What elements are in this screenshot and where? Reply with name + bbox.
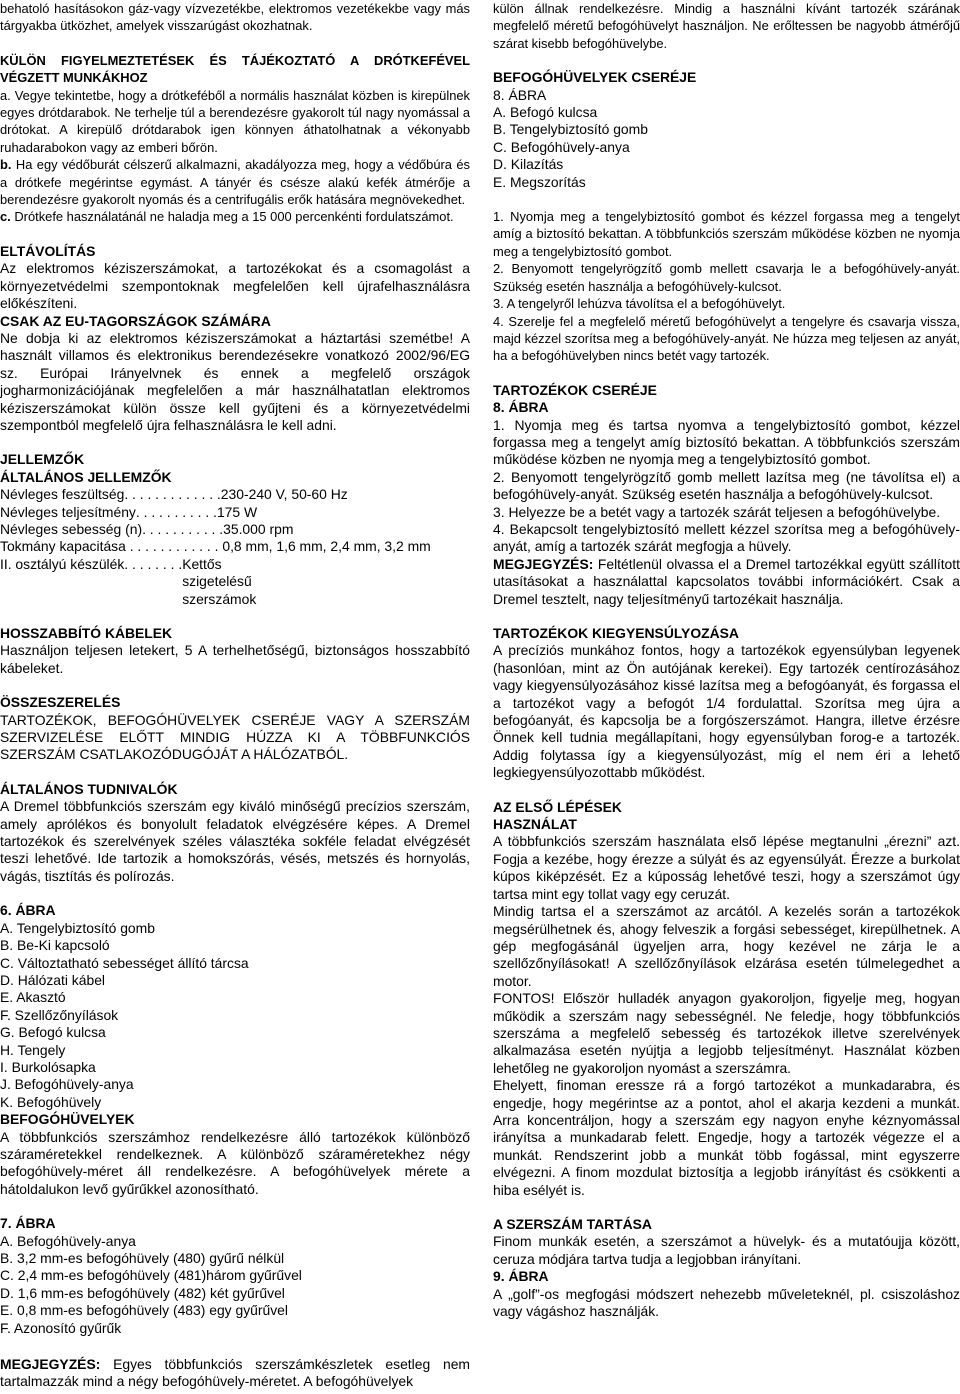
- figure-6-list: [0, 902, 470, 1111]
- collet-steps: [493, 208, 960, 365]
- figure-9-label: 9. ÁBRA: [493, 1268, 549, 1285]
- spec-row: [0, 521, 470, 538]
- general-info-title: ÁLTALÁNOS TUDNIVALÓK: [0, 780, 178, 797]
- list-item: C. Befogóhüvely-anya: [493, 138, 630, 155]
- list-item: B. Be-Ki kapcsoló: [0, 937, 110, 954]
- list-item: J. Befogóhüvely-anya: [0, 1076, 134, 1093]
- balancing-section: [493, 625, 960, 782]
- collets-section: [0, 1111, 470, 1198]
- brush-item-b-marker: b.: [0, 157, 12, 173]
- accessory-change-section: [493, 382, 960, 608]
- list-item: C. Változtatható sebességet állító tárcsa: [0, 954, 249, 971]
- list-item: E. Akasztó: [0, 989, 66, 1006]
- golf-grip-text: A „golf”-os megfogási módszert nehezebb műveleteknél, pl. csiszoláshoz vagy vágáshoz használják.: [493, 1285, 960, 1320]
- continued-paragraph: külön állnak rendelkezésre. Mindig a használni kívánt tartozék szárának megfelelő méretű befogóhüvelyt használjon. Ne erőltessen be nagyobb átmérőjű szárat kisebb befogóhüvelybe.: [493, 1, 960, 51]
- right-column: [493, 0, 960, 1320]
- list-item: E. Megszorítás: [493, 173, 586, 190]
- collet-note: [0, 1356, 470, 1391]
- step-item: 4. Bekapcsolt tengelybiztosító mellett kézzel szorítsa meg a befogóhüvely-anyát, amíg a tartozék szárát megfogja a hüvely.: [493, 520, 960, 555]
- brush-title: KÜLÖN FIGYELMEZTETÉSEK ÉS TÁJÉKOZTATÓ A DRÓTKEFÉVEL VÉGZETT MUNKÁKHOZ: [0, 52, 470, 86]
- approach-text: Ehelyett, finoman eressze rá a forgó tartozékot a munkadarabra, és engedje, hogy megérintse az a pontot, ahol el akarja kezdeni a munkát. Arra koncentráljon, hogy a szerszám egy nagyon enyhe kéznyomással irányítsa a munkadarab felett. Engedje, hogy a tartozék végezze el a munkát. Rendszerint jobb a munkát több fogással, mint egyszerre elvégezni. A finom mozdulat biztosítja a legjobb irányítást és csökkenti a hiba esélyét is.: [493, 1077, 960, 1198]
- spec-dots: . . . . . . . . . . . .: [125, 538, 219, 555]
- list-item: A. Tengelybiztosító gomb: [0, 919, 155, 936]
- extension-title: HOSSZABBÍTÓ KÁBELEK: [0, 625, 173, 641]
- eu-title: CSAK AZ EU-TAGORSZÁGOK SZÁMÁRA: [0, 312, 271, 329]
- list-item: B. Tengelybiztosító gomb: [493, 121, 648, 138]
- figure-8-label: 8. ÁBRA: [493, 399, 549, 416]
- spec-value: 0,8 mm, 1,6 mm, 2,4 mm, 3,2 mm: [218, 538, 431, 555]
- spec-label: II. osztályú készülék: [0, 555, 125, 572]
- first-steps-section: [493, 799, 960, 1199]
- holding-section: [493, 1216, 960, 1320]
- spec-value: 35.000 rpm: [223, 520, 294, 537]
- spec-value: 175 W: [216, 503, 258, 520]
- figure-6-title: 6. ÁBRA: [0, 902, 56, 919]
- brush-item-c: Drótkefe használatánál ne haladja meg a 15 000 percenkénti fordulatszámot.: [10, 209, 454, 225]
- collet-note-label: MEGJEGYZÉS:: [0, 1356, 101, 1372]
- brush-item-c-marker: c.: [0, 209, 11, 225]
- intro-paragraph: behatoló hasításokon gáz-vagy vízvezetékbe, elektromos vezetékekbe vagy más tárgyakba ütközhet, amelyek visszarúgást okozhatnak.: [0, 1, 470, 34]
- holding-text: Finom munkák esetén, a szerszámot a hüvelyk- és a mutatóujja között, ceruza módjára tartva tudja a legjobban irányítani.: [493, 1233, 960, 1267]
- spec-row: [0, 556, 470, 608]
- general-info-section: [0, 781, 470, 885]
- eu-text: Ne dobja ki az elektromos kéziszerszámokat a háztartási szemétbe! A használt villamos és elektronikus berendezésekre vonatkozó 2002/96/EG sz. Európai Irányelvnek és ennek a megfelelő országok jogharmonizációjának megfelelően a már használhatatlan elektromos kéziszerszámokat külön össze kell gyűjteni és a környezetvédelmi szempontból megfelelő újra felhasználásra le kell adni.: [0, 329, 470, 433]
- collets-title: BEFOGÓHÜVELYEK: [0, 1111, 135, 1128]
- accessory-note-text: Feltétlenül olvassa el a Dremel tartozékkal együtt szállított utasításokat a használattal kapcsolatos további információkért. Csak a Dremel tesztelt, nagy teljesítményű tartozékait használja.: [493, 555, 960, 607]
- features-title: JELLEMZŐK: [0, 451, 85, 468]
- step-item: 1. Nyomja meg és tartsa nyomva a tengelybiztosító gombot, kézzel forgassa meg a tengelyt amíg biztosító bekattan. A többfunkciós szerszám működése közben ne nyomja meg a tengelybiztosító gombot.: [493, 416, 960, 468]
- disposal-title: ELTÁVOLÍTÁS: [0, 242, 96, 259]
- spec-label: Tokmány kapacitása: [0, 538, 126, 555]
- holding-title: A SZERSZÁM TARTÁSA: [493, 1216, 652, 1232]
- left-column: [0, 0, 470, 1337]
- usage-text: A többfunkciós szerszám használata első lépése megtanulni „érezni” azt. Fogja a kezébe, hogy érezze a súlyát és az egyensúlyát. Érezze a burkolat kúpos kiképzését. Ez a kúposság lehetővé teszi, hogy a szerszámot úgy tartsa mint egy tollat vagy egy ceruzát.: [493, 833, 960, 902]
- list-item: D. Kilazítás: [493, 156, 564, 173]
- collets-text: A többfunkciós szerszámhoz rendelkezésre álló tartozékok különböző száraméretekkel rendelkeznek. A különböző száraméretekhez négy befogóhüvely-méret áll rendelkezésre. A befogóhüvelyek mérete a hátoldalukon levő gyűrűkkel azonosítható.: [0, 1128, 470, 1197]
- list-item: C. 2,4 mm-es befogóhüvely (481)három gyűrűvel: [0, 1267, 302, 1284]
- brush-item-a: a. Vegye tekintetbe, hogy a drótkeféből a normális használat közben is kirepülnek egyes drótdarabok. Ne terhelje túl a berendezésre gyakorolt túl nagy nyomással a drótokat. A kirepülő drótdarabok igen könnyen áthatolhatnak a vékonyabb ruhadarabokon vagy az emberi bőrön.: [0, 87, 470, 155]
- assembly-section: [0, 694, 470, 764]
- spec-value: 230-240 V, 50-60 Hz: [220, 486, 348, 503]
- figure-7-list: [0, 1215, 470, 1337]
- step-item: 3. Helyezze be a betét vagy a tartozék szárát teljesen a befogóhüvelybe.: [493, 503, 941, 520]
- list-item: D. 1,6 mm-es befogóhüvely (482) két gyűrűvel: [0, 1284, 285, 1301]
- spec-row: [0, 504, 470, 521]
- figure-7-title: 7. ÁBRA: [0, 1215, 56, 1232]
- spec-row: [0, 486, 470, 503]
- list-item: F. Szellőzőnyílások: [0, 1006, 119, 1023]
- list-item: H. Tengely: [0, 1041, 66, 1058]
- list-item: I. Burkolósapka: [0, 1058, 96, 1075]
- collet-change-section: [493, 69, 960, 191]
- important-text: FONTOS! Először hulladék anyagon gyakoroljon, figyelje meg, hogyan működik a szerszám nagy sebességnél. Ne feledje, hogy többfunkciós szerszáma a megfelelő sebesség és tartozékok illetve szerelvények alkalmazása esetén nyújtja a legjobb teljesítményt. Használat közben lehetőleg ne gyakoroljon nyomást a szerszámra.: [493, 990, 960, 1076]
- spec-dots: . . . . . . . . . . . . .: [124, 486, 221, 503]
- features-section: [0, 451, 470, 608]
- brush-section: [0, 52, 470, 226]
- accessory-note-label: MEGJEGYZÉS:: [493, 555, 594, 572]
- list-item: K. Befogóhüvely: [0, 1093, 102, 1110]
- accessory-note: [493, 556, 960, 608]
- list-item: 8. ÁBRA: [493, 86, 547, 103]
- general-features-title: ÁLTALÁNOS JELLEMZŐK: [0, 468, 172, 485]
- spec-value: Kettős szigetelésű szerszámok: [182, 555, 257, 607]
- collet-note-text: Egyes többfunkciós szerszámkészletek esetleg nem tartalmazzák mind a négy befogóhüvely-méretet. A befogóhüvelyek: [0, 1356, 470, 1390]
- spec-label: Névleges feszültség: [0, 486, 125, 503]
- list-item: G. Befogó kulcsa: [0, 1024, 106, 1041]
- list-item: A. Befogó kulcsa: [493, 104, 598, 121]
- spec-dots: . . . . . . . . . . .: [135, 503, 217, 520]
- step-item: 1. Nyomja meg a tengelybiztosító gombot és kézzel forgassa meg a tengelyt amíg a biztosító bekattan. A többfunkciós szerszám működése közben ne nyomja meg a tengelybiztosító gombot.: [493, 209, 960, 259]
- balancing-title: TARTOZÉKOK KIEGYENSÚLYOZÁSA: [493, 625, 739, 641]
- usage-title: HASZNÁLAT: [493, 816, 577, 833]
- usage-text-2: Mindig tartsa el a szerszámot az arcától. A kezelés során a tartozékok megsérülhetnek és, ahogy felveszik a forgási sebességet, kirepülhetnek. A gép megfogásánál ügyeljen arra, hogy kezével ne zárja le a szellőzőnyílásokat! A szellőzőnyílások elzárása esetén túlmelegedhet a motor.: [493, 903, 960, 989]
- spec-label: Névleges teljesítmény: [0, 503, 136, 520]
- spec-dots: . . . . . . . .: [124, 555, 183, 572]
- list-item: D. Hálózati kábel: [0, 971, 106, 988]
- collet-change-title: BEFOGÓHÜVELYEK CSERÉJE: [493, 69, 697, 86]
- spec-row: [0, 538, 470, 555]
- spec-dots: . . . . . . . . . . .: [142, 520, 224, 537]
- extension-section: [0, 625, 470, 677]
- brush-item-b: Ha egy védőburát célszerű alkalmazni, akadályozza meg, hogy a védőbúra és a drótkefe megérintse egymást. A tányér és csésze alakú kefék átmérője a berendezésre gyakorolt nyomás és a centrifugális erők hatására megnövekedhet.: [0, 157, 470, 208]
- disposal-text: Az elektromos kéziszerszámokat, a tartozékokat és a csomagolást a környezetvédelmi szempontoknak megfelelően kell újrafelhasználásra előkészíteni.: [0, 260, 470, 312]
- general-info-text: A Dremel többfunkciós szerszám egy kiváló minőségű precízios szerszám, amely aprólékos és bonyolult feladatok elvégzésére képes. A Dremel tartozékok és szerelvények széles választéka sokféle feladat elvégzését teszi lehetővé. Ide tartozik a homokszórás, vésés, metszés és hornyolás, vágás, tisztítás és polírozás.: [0, 798, 470, 884]
- disposal-section: [0, 243, 470, 434]
- accessory-change-title: TARTOZÉKOK CSERÉJE: [493, 381, 657, 398]
- step-item: 3. A tengelyről lehúzva távolítsa el a befogóhüvelyt.: [493, 296, 786, 312]
- assembly-text: TARTOZÉKOK, BEFOGÓHÜVELYEK CSERÉJE VAGY A SZERSZÁM SZERVIZELÉSE ELŐTT MINDIG HÚZZA KI A TÖBBFUNKCIÓS SZERSZÁM CSATLAKOZÓDUGÓJÁT A HÁLÓZATBÓL.: [0, 711, 470, 763]
- list-item: B. 3,2 mm-es befogóhüvely (480) gyűrű nélkül: [0, 1250, 285, 1266]
- step-item: 4. Szerelje fel a megfelelő méretű befogóhüvelyt a tengelyre és csavarja vissza, majd kézzel szorítsa meg a befogóhüvely-anyát. Ne húzza meg teljesen az anyát, ha a befogóhüvelyben nincs betét vagy tartozék.: [493, 313, 960, 364]
- assembly-title: ÖSSZESZERELÉS: [0, 694, 121, 711]
- list-item: E. 0,8 mm-es befogóhüvely (483) egy gyűrűvel: [0, 1302, 288, 1319]
- list-item: F. Azonosító gyűrűk: [0, 1319, 122, 1336]
- spec-label: Névleges sebesség (n): [0, 520, 143, 537]
- first-steps-title: AZ ELSŐ LÉPÉSEK: [493, 798, 622, 815]
- step-item: 2. Benyomott tengelyrögzítő gomb mellett lazítsa meg (ne távolítsa el) a befogóhüvely-anyát. Szükség esetén használja a befogóhüvely-kulcsot.: [493, 468, 960, 503]
- step-item: 2. Benyomott tengelyrögzítő gomb mellett csavarja le a befogóhüvely-anyát. Szükség esetén használja a befogóhüvely-kulcsot.: [493, 261, 960, 294]
- extension-text: Használjon teljesen letekert, 5 A terhelhetőségű, biztonságos hosszabbító kábeleket.: [0, 642, 470, 676]
- list-item: A. Befogóhüvely-anya: [0, 1232, 136, 1249]
- balancing-text: A precíziós munkához fontos, hogy a tartozékok egyensúlyban legyenek (hasonlóan, mint az Ön autójának kerekei). Egy tartozék centírozásához vagy kiegyensúlyozásához kissé lazítsa meg a befogóanyát, és forgassa el a tartozékot vagy a befogót 1/4 fordulattal. Szorítsa meg újra a befogóanyát, és kapcsolja be a forgószerszámot. Hangra, illetve érzésre Önnek kell tudnia megállapítani, hogy egyensúlyban forog-e a tartozék. Addig folytassa így a kiegyensúlyozást, míg el nem éri a lehető legkiegyensúlyozottabb működést.: [493, 642, 960, 781]
